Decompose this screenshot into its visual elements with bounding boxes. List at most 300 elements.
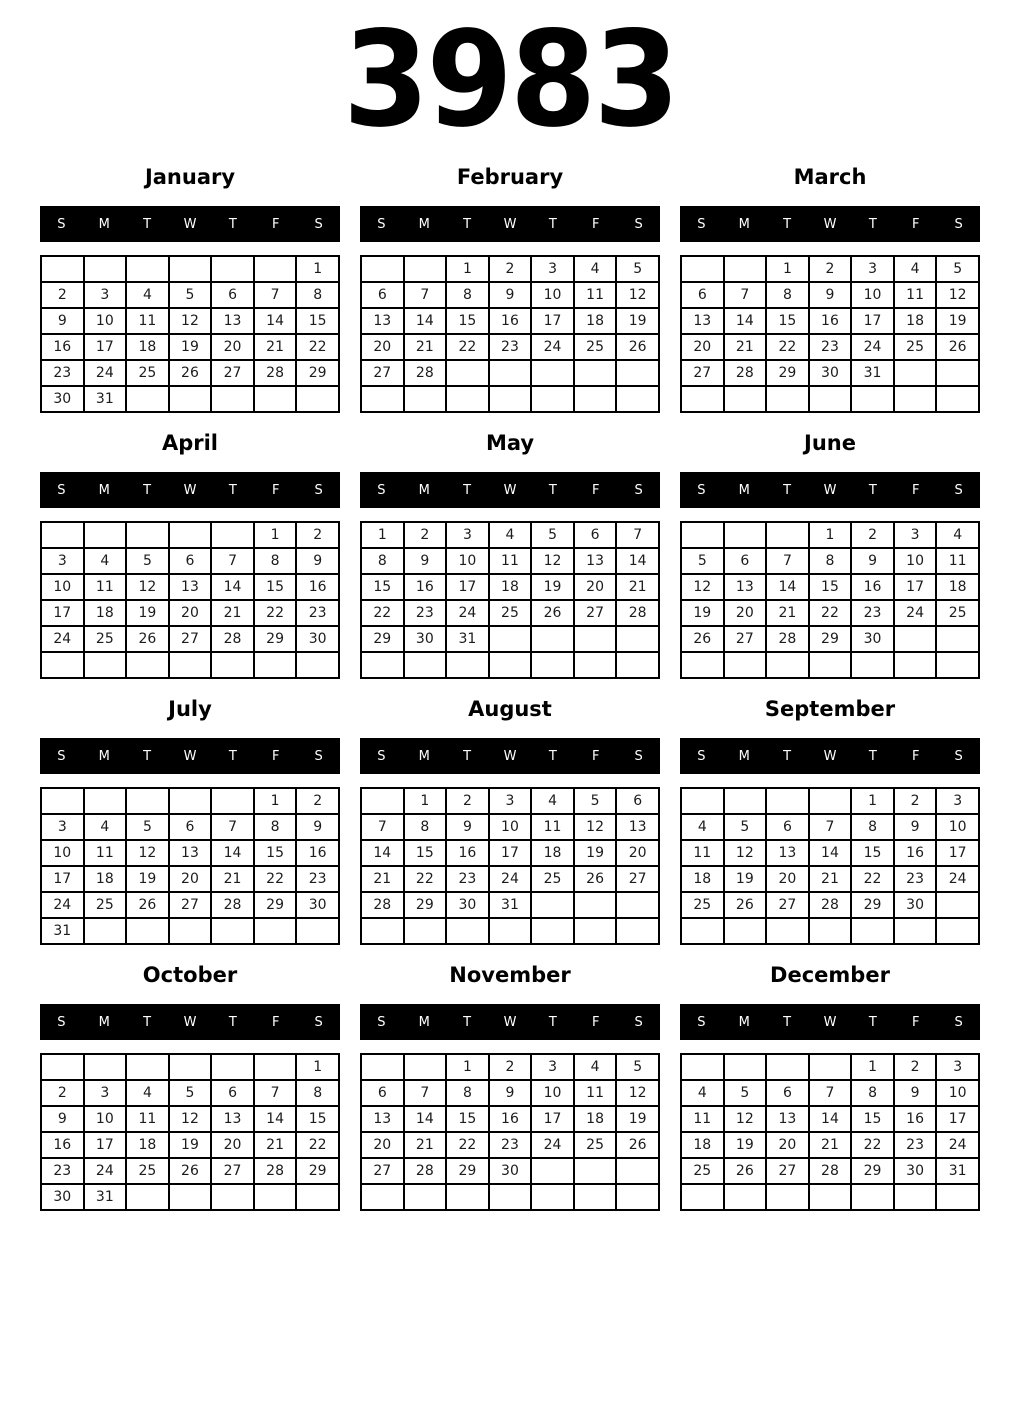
empty-day-cell xyxy=(126,522,169,548)
empty-day-cell xyxy=(126,1054,169,1080)
day-cell: 30 xyxy=(296,626,339,652)
day-cell: 22 xyxy=(851,1132,894,1158)
day-cell: 17 xyxy=(531,1106,574,1132)
week-row xyxy=(681,574,979,600)
empty-day-cell xyxy=(361,1184,404,1210)
weekday-label: T xyxy=(868,482,877,498)
day-cell: 6 xyxy=(766,1080,809,1106)
day-cell: 18 xyxy=(126,334,169,360)
empty-day-cell xyxy=(681,918,724,944)
week-row xyxy=(681,308,979,334)
day-cell: 6 xyxy=(724,548,767,574)
weekday-header xyxy=(40,206,340,242)
day-cell: 5 xyxy=(724,814,767,840)
day-cell: 23 xyxy=(489,334,532,360)
day-cell: 10 xyxy=(446,548,489,574)
day-cell: 5 xyxy=(169,1080,212,1106)
day-cell: 1 xyxy=(404,788,447,814)
weekday-label: F xyxy=(911,748,920,764)
day-cell: 20 xyxy=(211,334,254,360)
day-cell: 28 xyxy=(404,360,447,386)
day-cell: 7 xyxy=(766,548,809,574)
day-cell: 20 xyxy=(361,334,404,360)
day-cell: 5 xyxy=(724,1080,767,1106)
day-cell: 23 xyxy=(809,334,852,360)
day-cell: 11 xyxy=(894,282,937,308)
empty-day-cell xyxy=(84,918,127,944)
empty-day-cell xyxy=(211,256,254,282)
day-cell: 12 xyxy=(126,574,169,600)
day-cell: 23 xyxy=(404,600,447,626)
day-cell: 1 xyxy=(296,256,339,282)
day-cell: 19 xyxy=(169,334,212,360)
day-cell: 31 xyxy=(41,918,84,944)
day-cell: 19 xyxy=(724,866,767,892)
day-cell: 10 xyxy=(41,574,84,600)
month-block-april xyxy=(40,430,340,679)
day-cell: 9 xyxy=(809,282,852,308)
week-row xyxy=(41,360,339,386)
weekday-label: T xyxy=(143,482,152,498)
day-cell: 16 xyxy=(41,1132,84,1158)
empty-day-cell xyxy=(361,1054,404,1080)
empty-day-cell xyxy=(724,1054,767,1080)
day-cell: 11 xyxy=(574,1080,617,1106)
day-cell: 7 xyxy=(211,814,254,840)
empty-day-cell xyxy=(766,1184,809,1210)
day-cell: 29 xyxy=(361,626,404,652)
weekday-label: F xyxy=(271,748,280,764)
empty-day-cell xyxy=(126,652,169,678)
day-cell: 8 xyxy=(296,1080,339,1106)
empty-day-cell xyxy=(361,256,404,282)
week-row xyxy=(41,282,339,308)
empty-day-cell xyxy=(894,652,937,678)
day-cell: 10 xyxy=(936,1080,979,1106)
empty-day-cell xyxy=(936,892,979,918)
day-cell: 4 xyxy=(126,1080,169,1106)
day-cell: 20 xyxy=(616,840,659,866)
weekday-label: T xyxy=(463,748,472,764)
day-cell: 15 xyxy=(296,1106,339,1132)
day-cell: 3 xyxy=(489,788,532,814)
day-cell: 1 xyxy=(361,522,404,548)
weekday-label: W xyxy=(503,482,517,498)
day-cell: 9 xyxy=(489,282,532,308)
empty-day-cell xyxy=(211,652,254,678)
week-row xyxy=(41,1106,339,1132)
weekday-label: T xyxy=(463,1014,472,1030)
day-cell: 26 xyxy=(169,1158,212,1184)
weekday-header xyxy=(360,738,660,774)
day-cell: 7 xyxy=(404,1080,447,1106)
weekday-label: S xyxy=(954,482,963,498)
month-grid xyxy=(680,521,980,679)
day-cell: 10 xyxy=(41,840,84,866)
day-cell: 30 xyxy=(489,1158,532,1184)
day-cell: 15 xyxy=(446,308,489,334)
day-cell: 12 xyxy=(126,840,169,866)
empty-day-cell xyxy=(489,386,532,412)
day-cell: 8 xyxy=(404,814,447,840)
month-grid xyxy=(360,521,660,679)
day-cell: 14 xyxy=(404,308,447,334)
day-cell: 3 xyxy=(531,1054,574,1080)
day-cell: 23 xyxy=(894,1132,937,1158)
weekday-label: S xyxy=(634,1014,643,1030)
day-cell: 26 xyxy=(126,892,169,918)
empty-day-cell xyxy=(254,1054,297,1080)
day-cell: 15 xyxy=(361,574,404,600)
empty-day-cell xyxy=(724,522,767,548)
day-cell: 14 xyxy=(254,308,297,334)
week-row xyxy=(361,334,659,360)
month-block-august xyxy=(360,696,660,945)
day-cell: 28 xyxy=(809,892,852,918)
week-row xyxy=(361,1158,659,1184)
weekday-label: T xyxy=(783,482,792,498)
day-cell: 7 xyxy=(616,522,659,548)
day-cell: 14 xyxy=(211,840,254,866)
day-cell: 10 xyxy=(84,308,127,334)
day-cell: 16 xyxy=(489,308,532,334)
weekday-label: S xyxy=(697,482,706,498)
empty-day-cell xyxy=(404,918,447,944)
weekday-label: F xyxy=(271,482,280,498)
day-cell: 9 xyxy=(41,308,84,334)
weekday-header xyxy=(680,472,980,508)
empty-day-cell xyxy=(616,918,659,944)
day-cell: 10 xyxy=(489,814,532,840)
day-cell: 27 xyxy=(681,360,724,386)
day-cell: 21 xyxy=(616,574,659,600)
day-cell: 1 xyxy=(766,256,809,282)
empty-day-cell xyxy=(681,1054,724,1080)
weekday-label: F xyxy=(911,216,920,232)
week-row xyxy=(361,840,659,866)
week-row xyxy=(41,788,339,814)
month-grid-body xyxy=(361,522,659,678)
day-cell: 25 xyxy=(489,600,532,626)
empty-day-cell xyxy=(766,522,809,548)
week-row xyxy=(41,600,339,626)
weekday-label: S xyxy=(954,1014,963,1030)
day-cell: 8 xyxy=(766,282,809,308)
day-cell: 27 xyxy=(361,1158,404,1184)
month-title: June xyxy=(804,431,856,455)
empty-day-cell xyxy=(724,918,767,944)
day-cell: 16 xyxy=(894,840,937,866)
day-cell: 22 xyxy=(809,600,852,626)
day-cell: 22 xyxy=(446,334,489,360)
empty-day-cell xyxy=(809,1054,852,1080)
empty-day-cell xyxy=(574,892,617,918)
month-title: February xyxy=(456,165,564,189)
day-cell: 5 xyxy=(126,814,169,840)
day-cell: 18 xyxy=(574,1106,617,1132)
empty-day-cell xyxy=(766,1054,809,1080)
empty-day-cell xyxy=(531,1158,574,1184)
empty-day-cell xyxy=(169,386,212,412)
empty-day-cell xyxy=(446,918,489,944)
week-row xyxy=(361,308,659,334)
day-cell: 26 xyxy=(936,334,979,360)
month-grid xyxy=(360,255,660,413)
day-cell: 25 xyxy=(531,866,574,892)
week-row xyxy=(41,308,339,334)
empty-day-cell xyxy=(211,788,254,814)
weekday-label: T xyxy=(783,748,792,764)
day-cell: 19 xyxy=(936,308,979,334)
day-cell: 10 xyxy=(851,282,894,308)
calendar-page xyxy=(0,3,1020,1211)
weekday-label: T xyxy=(463,216,472,232)
day-cell: 11 xyxy=(126,1106,169,1132)
empty-day-cell xyxy=(681,788,724,814)
weekday-header xyxy=(680,1004,980,1040)
day-cell: 10 xyxy=(531,282,574,308)
day-cell: 21 xyxy=(809,866,852,892)
month-title: January xyxy=(144,165,236,189)
weekday-label: S xyxy=(377,1014,386,1030)
day-cell: 29 xyxy=(809,626,852,652)
day-cell: 16 xyxy=(446,840,489,866)
day-cell: 5 xyxy=(169,282,212,308)
day-cell: 2 xyxy=(404,522,447,548)
day-cell: 17 xyxy=(851,308,894,334)
day-cell: 2 xyxy=(446,788,489,814)
empty-day-cell xyxy=(531,652,574,678)
month-grid-body xyxy=(41,1054,339,1210)
day-cell: 28 xyxy=(616,600,659,626)
month-block-october xyxy=(40,962,340,1211)
week-row xyxy=(681,360,979,386)
day-cell: 26 xyxy=(126,626,169,652)
day-cell: 21 xyxy=(254,1132,297,1158)
day-cell: 26 xyxy=(724,892,767,918)
empty-day-cell xyxy=(446,652,489,678)
day-cell: 22 xyxy=(446,1132,489,1158)
week-row xyxy=(41,256,339,282)
day-cell: 25 xyxy=(84,626,127,652)
day-cell: 23 xyxy=(41,1158,84,1184)
day-cell: 20 xyxy=(766,866,809,892)
weekday-label: F xyxy=(271,1014,280,1030)
day-cell: 4 xyxy=(84,548,127,574)
day-cell: 24 xyxy=(851,334,894,360)
day-cell: 22 xyxy=(296,1132,339,1158)
day-cell: 6 xyxy=(361,1080,404,1106)
weekday-label: W xyxy=(183,748,197,764)
day-cell: 30 xyxy=(809,360,852,386)
weekday-label: S xyxy=(954,216,963,232)
empty-day-cell xyxy=(404,256,447,282)
day-cell: 12 xyxy=(724,840,767,866)
empty-day-cell xyxy=(361,788,404,814)
weekday-label: W xyxy=(823,216,837,232)
empty-day-cell xyxy=(574,652,617,678)
month-block-february xyxy=(360,164,660,413)
week-row xyxy=(681,814,979,840)
empty-day-cell xyxy=(169,1184,212,1210)
day-cell: 20 xyxy=(681,334,724,360)
day-cell: 21 xyxy=(809,1132,852,1158)
day-cell: 18 xyxy=(126,1132,169,1158)
day-cell: 28 xyxy=(361,892,404,918)
day-cell: 2 xyxy=(41,1080,84,1106)
empty-day-cell xyxy=(851,386,894,412)
day-cell: 20 xyxy=(169,600,212,626)
day-cell: 5 xyxy=(616,1054,659,1080)
day-cell: 14 xyxy=(724,308,767,334)
weekday-label: F xyxy=(591,1014,600,1030)
day-cell: 24 xyxy=(531,334,574,360)
empty-day-cell xyxy=(84,1054,127,1080)
empty-day-cell xyxy=(211,1054,254,1080)
day-cell: 8 xyxy=(809,548,852,574)
day-cell: 12 xyxy=(531,548,574,574)
day-cell: 16 xyxy=(894,1106,937,1132)
day-cell: 11 xyxy=(574,282,617,308)
day-cell: 3 xyxy=(446,522,489,548)
day-cell: 13 xyxy=(724,574,767,600)
empty-day-cell xyxy=(404,1054,447,1080)
day-cell: 18 xyxy=(84,600,127,626)
weekday-label: M xyxy=(738,216,750,232)
day-cell: 22 xyxy=(851,866,894,892)
empty-day-cell xyxy=(361,918,404,944)
weekday-label: T xyxy=(463,482,472,498)
week-row xyxy=(361,548,659,574)
week-row xyxy=(361,866,659,892)
day-cell: 14 xyxy=(766,574,809,600)
day-cell: 25 xyxy=(681,1158,724,1184)
day-cell: 4 xyxy=(574,256,617,282)
week-row xyxy=(361,788,659,814)
day-cell: 5 xyxy=(126,548,169,574)
day-cell: 15 xyxy=(809,574,852,600)
weekday-label: S xyxy=(634,482,643,498)
weekday-label: M xyxy=(738,482,750,498)
day-cell: 23 xyxy=(894,866,937,892)
day-cell: 31 xyxy=(84,1184,127,1210)
empty-day-cell xyxy=(446,1184,489,1210)
day-cell: 11 xyxy=(681,1106,724,1132)
day-cell: 6 xyxy=(681,282,724,308)
empty-day-cell xyxy=(616,360,659,386)
weekday-label: W xyxy=(823,1014,837,1030)
day-cell: 1 xyxy=(809,522,852,548)
weekday-label: M xyxy=(738,748,750,764)
day-cell: 19 xyxy=(616,308,659,334)
day-cell: 2 xyxy=(296,788,339,814)
empty-day-cell xyxy=(126,386,169,412)
day-cell: 8 xyxy=(254,548,297,574)
day-cell: 27 xyxy=(211,1158,254,1184)
day-cell: 18 xyxy=(894,308,937,334)
day-cell: 5 xyxy=(681,548,724,574)
weekday-header xyxy=(360,206,660,242)
empty-day-cell xyxy=(531,892,574,918)
weekday-label: W xyxy=(823,482,837,498)
day-cell: 27 xyxy=(766,892,809,918)
day-cell: 14 xyxy=(211,574,254,600)
weekday-label: M xyxy=(98,748,110,764)
day-cell: 20 xyxy=(211,1132,254,1158)
day-cell: 24 xyxy=(936,866,979,892)
day-cell: 18 xyxy=(681,866,724,892)
day-cell: 8 xyxy=(851,1080,894,1106)
day-cell: 30 xyxy=(894,892,937,918)
day-cell: 13 xyxy=(211,1106,254,1132)
day-cell: 7 xyxy=(724,282,767,308)
day-cell: 28 xyxy=(254,1158,297,1184)
day-cell: 28 xyxy=(766,626,809,652)
day-cell: 9 xyxy=(404,548,447,574)
day-cell: 12 xyxy=(169,1106,212,1132)
day-cell: 18 xyxy=(489,574,532,600)
weekday-label: T xyxy=(868,1014,877,1030)
week-row xyxy=(361,1080,659,1106)
empty-day-cell xyxy=(169,652,212,678)
day-cell: 5 xyxy=(574,788,617,814)
empty-day-cell xyxy=(296,652,339,678)
empty-day-cell xyxy=(41,256,84,282)
week-row xyxy=(41,548,339,574)
weekday-label: M xyxy=(738,1014,750,1030)
day-cell: 16 xyxy=(851,574,894,600)
day-cell: 23 xyxy=(489,1132,532,1158)
weekday-header xyxy=(360,1004,660,1040)
day-cell: 3 xyxy=(41,548,84,574)
month-title: April xyxy=(161,431,219,455)
day-cell: 24 xyxy=(531,1132,574,1158)
empty-day-cell xyxy=(531,1184,574,1210)
week-row xyxy=(681,1184,979,1210)
week-row xyxy=(681,1106,979,1132)
day-cell: 31 xyxy=(446,626,489,652)
empty-day-cell xyxy=(404,652,447,678)
day-cell: 15 xyxy=(296,308,339,334)
day-cell: 30 xyxy=(446,892,489,918)
month-block-january xyxy=(40,164,340,413)
weekday-header xyxy=(360,472,660,508)
day-cell: 17 xyxy=(489,840,532,866)
empty-day-cell xyxy=(489,1184,532,1210)
day-cell: 8 xyxy=(851,814,894,840)
empty-day-cell xyxy=(489,360,532,386)
day-cell: 26 xyxy=(724,1158,767,1184)
day-cell: 1 xyxy=(446,1054,489,1080)
week-row xyxy=(361,522,659,548)
empty-day-cell xyxy=(211,522,254,548)
day-cell: 7 xyxy=(211,548,254,574)
day-cell: 7 xyxy=(254,1080,297,1106)
day-cell: 22 xyxy=(254,600,297,626)
day-cell: 18 xyxy=(936,574,979,600)
week-row xyxy=(41,1080,339,1106)
week-row xyxy=(361,1106,659,1132)
month-title: May xyxy=(485,431,535,455)
day-cell: 5 xyxy=(936,256,979,282)
empty-day-cell xyxy=(84,256,127,282)
day-cell: 3 xyxy=(531,256,574,282)
day-cell: 18 xyxy=(681,1132,724,1158)
week-row xyxy=(361,1054,659,1080)
empty-day-cell xyxy=(616,626,659,652)
day-cell: 28 xyxy=(254,360,297,386)
day-cell: 9 xyxy=(489,1080,532,1106)
